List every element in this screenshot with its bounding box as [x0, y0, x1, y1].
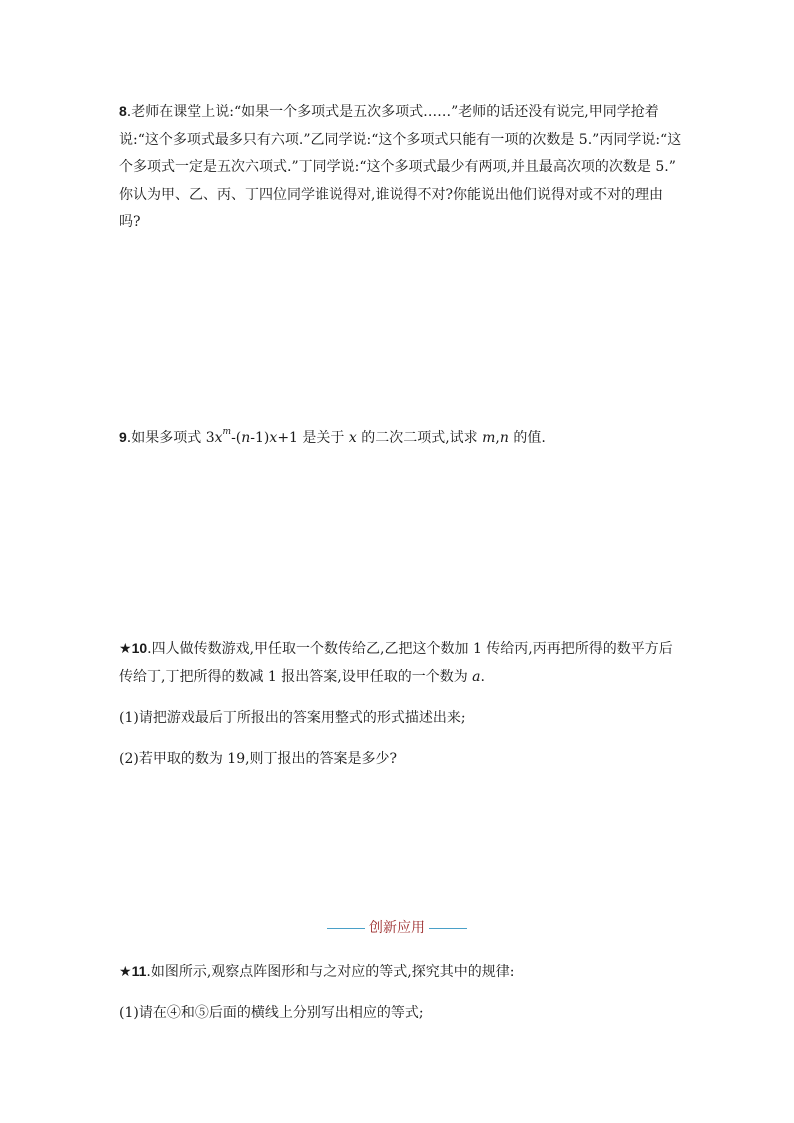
q8-line-1: 8.老师在课堂上说:“如果一个多项式是五次多项式……”老师的话还没有说完,甲同学抢着 — [119, 103, 659, 120]
q10-number: 10 — [131, 640, 148, 656]
question-11 — [119, 958, 679, 987]
q8-line-2: 说:“这个多项式最多只有六项.”乙同学说:“这个多项式只能有一项的次数是 5.”丙同学说:“这 — [119, 131, 682, 148]
q9-number: 9 — [119, 429, 127, 445]
q10-part-2: (2)若甲取的数为 19,则丁报出的答案是多少? — [119, 751, 398, 767]
q8-line-5: 吗? — [119, 214, 141, 230]
q11-line-1: ★11.如图所示,观察点阵图形和与之对应的等式,探究其中的规律: — [119, 963, 515, 980]
question-9 — [119, 424, 679, 453]
heading-rule-left — [327, 928, 365, 929]
section-title: 创新应用 — [369, 920, 425, 936]
star-icon: ★ — [119, 641, 132, 657]
question-8 — [119, 98, 682, 237]
q8-line-4: 你认为甲、乙、丙、丁四位同学谁说得对,谁说得不对?你能说出他们说得对或不对的理由 — [119, 186, 663, 203]
q10-line-2: 传给丁,丁把所得的数减 1 报出答案,设甲任取的一个数为 a. — [119, 668, 485, 685]
q8-number: 8 — [119, 103, 127, 119]
question-10 — [119, 635, 679, 691]
q9-line: 9.如果多项式 $3x^m-(n-1)x+1$ 是关于 x 的二次二项式,试求 m,n 的值. — [119, 427, 546, 446]
heading-rule-right — [429, 928, 467, 929]
q10-line-1: ★10.四人做传数游戏,甲任取一个数传给乙,乙把这个数加 1 传给丙,丙再把所得的数平方后 — [119, 640, 673, 657]
section-heading — [0, 917, 794, 937]
q8-line-3: 个多项式一定是五次六项式.”丁同学说:“这个多项式最少有两项,并且最高次项的次数是 5.” — [119, 159, 676, 175]
q11-number: 11 — [131, 963, 147, 979]
q10-part-1: (1)请把游戏最后丁所报出的答案用整式的形式描述出来; — [119, 710, 466, 726]
star-icon: ★ — [119, 964, 132, 980]
q11-part-1: (1)请在④和⑤后面的横线上分别写出相应的等式; — [119, 1005, 424, 1021]
